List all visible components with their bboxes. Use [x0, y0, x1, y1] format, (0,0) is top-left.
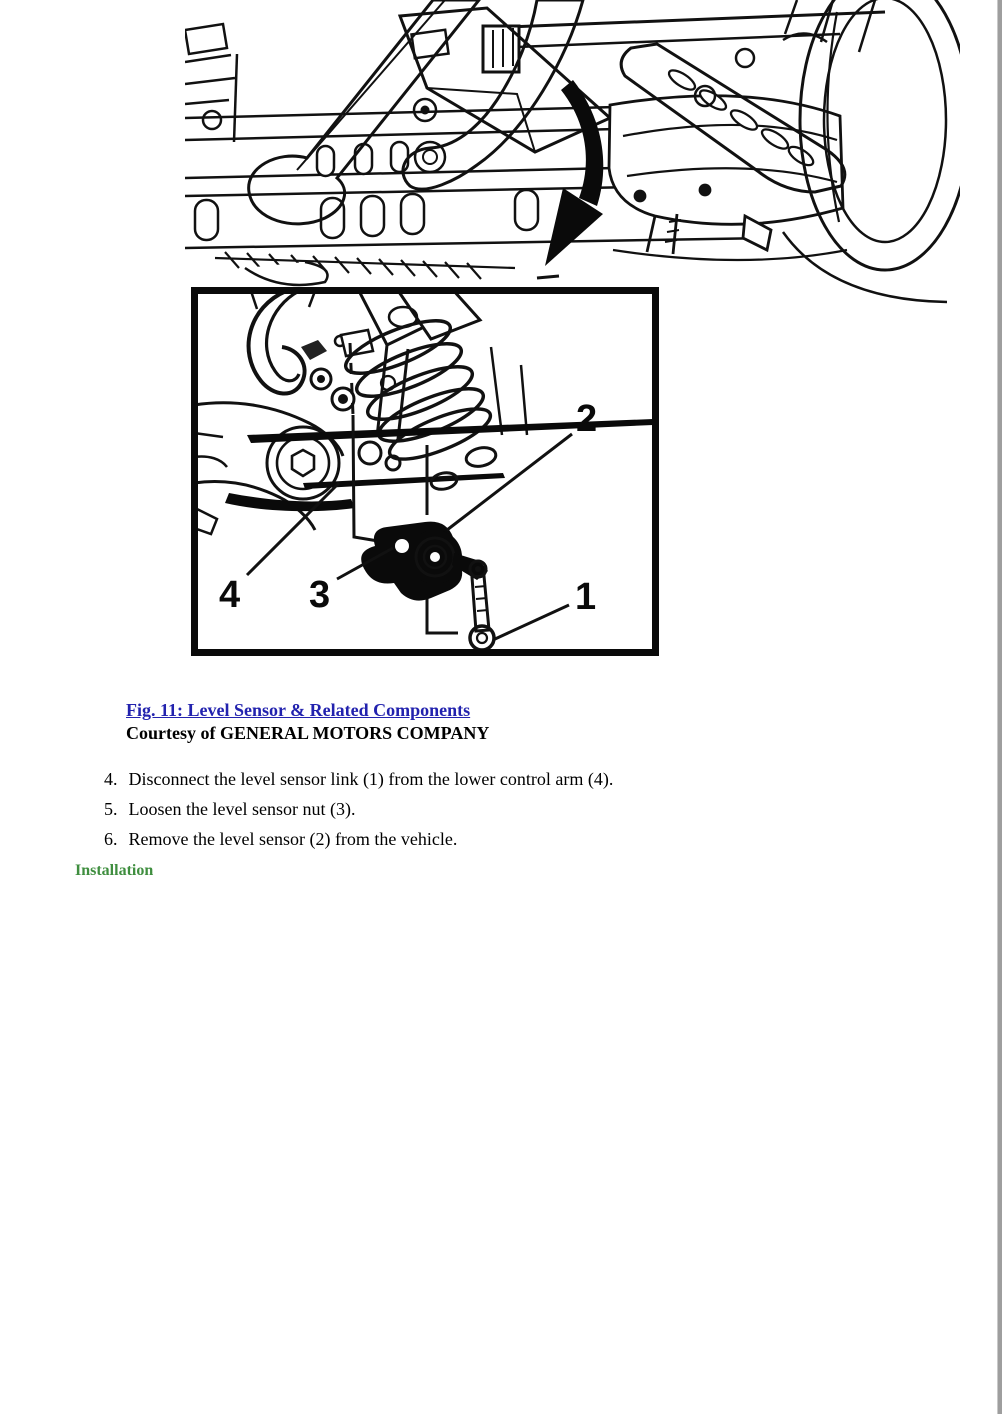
step-number: 5.: [104, 799, 118, 819]
step-number: 6.: [104, 829, 118, 849]
step-item: [104, 794, 613, 824]
figure-caption-link[interactable]: Fig. 11: Level Sensor & Related Components: [126, 700, 471, 720]
step-number: 4.: [104, 769, 118, 789]
callout-2: 2: [576, 398, 598, 440]
callout-1: 1: [575, 576, 597, 618]
step-item: [104, 764, 613, 794]
step-item: [104, 824, 613, 854]
underbody-illustration: [185, 0, 960, 310]
callout-3: 3: [309, 574, 331, 616]
step-text: Disconnect the level sensor link (1) from the lower control arm (4).: [128, 769, 614, 789]
procedure-steps: [104, 764, 613, 854]
figure-courtesy-line: Courtesy of GENERAL MOTORS COMPANY: [126, 723, 490, 743]
step-text: Remove the level sensor (2) from the vehicle.: [128, 829, 458, 849]
step-text: Loosen the level sensor nut (3).: [128, 799, 356, 819]
page-edge: [997, 0, 1002, 1414]
callout-4: 4: [219, 574, 241, 616]
level-sensor-figure: [191, 287, 659, 656]
figure-caption-block: [126, 699, 489, 745]
installation-heading: Installation: [75, 862, 154, 879]
